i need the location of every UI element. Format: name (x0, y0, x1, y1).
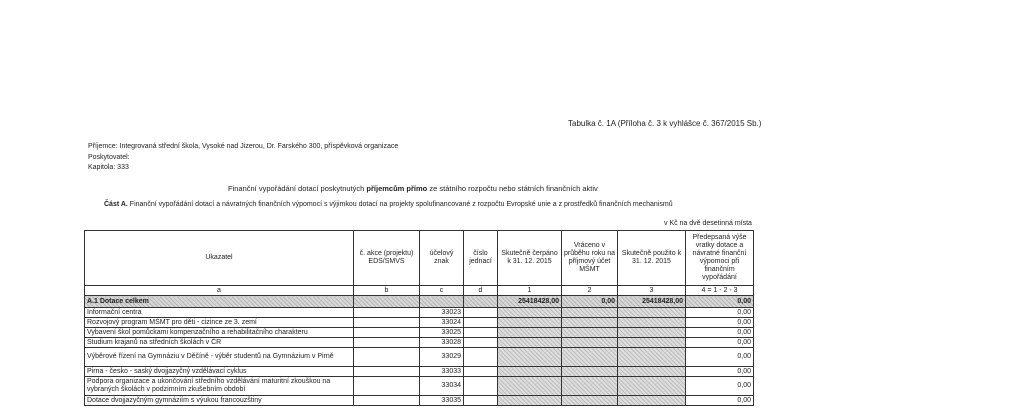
row-code: 33034 (420, 377, 464, 396)
document-heading (228, 184, 598, 193)
row-action (354, 338, 420, 348)
row-used (618, 377, 686, 396)
row-code: 33033 (420, 367, 464, 377)
row-ref (464, 308, 498, 318)
row-code: 33023 (420, 308, 464, 318)
heading-bold: příjemcům přímo (366, 184, 428, 193)
table-row (85, 396, 754, 406)
letter-2: 2 (562, 286, 618, 296)
header-used: Skutečně použito k 31. 12. 2015 (618, 231, 686, 286)
units-note: v Kč na dvě desetinná místa (664, 220, 752, 227)
row-used (618, 396, 686, 406)
table-reference: Tabulka č. 1A (Příloha č. 3 k vyhlášce č. 367/2015 Sb.) (568, 119, 762, 128)
row-used (618, 328, 686, 338)
row-refund: 0,00 (686, 396, 754, 406)
row-code: 33028 (420, 338, 464, 348)
table-row (85, 348, 754, 367)
row-used (618, 338, 686, 348)
heading-pre: Finanční vypořádání dotací poskytnutých (228, 184, 367, 193)
total-drawn: 25418428,00 (498, 296, 562, 308)
table-row (85, 377, 754, 396)
table-row (85, 328, 754, 338)
part-label: Část A. (104, 201, 128, 208)
row-action (354, 308, 420, 318)
column-letter-row (85, 286, 754, 296)
row-drawn (498, 377, 562, 396)
total-empty-c (420, 296, 464, 308)
total-refund: 0,00 (686, 296, 754, 308)
row-returned (562, 318, 618, 328)
row-drawn (498, 367, 562, 377)
letter-c: c (420, 286, 464, 296)
row-used (618, 308, 686, 318)
header-row (85, 231, 754, 286)
row-label: Výběrové řízení na Gymnáziu v Děčíně - výběr studentů na Gymnázium v Pirně (85, 348, 354, 367)
letter-b: b (354, 286, 420, 296)
letter-4: 4 = 1 - 2 - 3 (686, 286, 754, 296)
table-row (85, 318, 754, 328)
row-label: Dotace dvojjazyčným gymnáziím s výukou francouzštiny (85, 396, 354, 406)
total-used: 25418428,00 (618, 296, 686, 308)
header-indicator: Ukazatel (85, 231, 354, 286)
row-refund: 0,00 (686, 348, 754, 367)
row-label: Podpora organizace a ukončování středního vzdělávání maturitní zkouškou na vybraných školách v podzimním zkušebním období (85, 377, 354, 396)
total-label: A.1 Dotace celkem (85, 296, 354, 308)
settlement-table (84, 230, 754, 406)
row-drawn (498, 396, 562, 406)
header-returned: Vráceno v průběhu roku na příjmový účet MŠMT (562, 231, 618, 286)
header-refund: Předepsaná výše vratky dotace a návratné finanční výpomoci při finančním vypořádání (686, 231, 754, 286)
table-row (85, 338, 754, 348)
row-returned (562, 396, 618, 406)
row-label: Vybavení škol pomůckami kompenzačního a rehabilitačního charakteru (85, 328, 354, 338)
row-ref (464, 348, 498, 367)
row-drawn (498, 338, 562, 348)
row-drawn (498, 348, 562, 367)
row-drawn (498, 328, 562, 338)
part-text: Finanční vypořádání dotací a návratných finančních výpomocí s výjimkou dotací na projekty spolufinancované z rozpočtu Evropské unie a z prostředků finančních mechanismů (127, 201, 673, 208)
row-code: 33024 (420, 318, 464, 328)
row-refund: 0,00 (686, 377, 754, 396)
header-drawn: Skutečně čerpáno k 31. 12. 2015 (498, 231, 562, 286)
row-returned (562, 348, 618, 367)
row-returned (562, 367, 618, 377)
letter-a: a (85, 286, 354, 296)
row-action (354, 328, 420, 338)
letter-3: 3 (618, 286, 686, 296)
row-returned (562, 308, 618, 318)
row-ref (464, 318, 498, 328)
table-row (85, 367, 754, 377)
row-ref (464, 328, 498, 338)
row-returned (562, 377, 618, 396)
row-used (618, 367, 686, 377)
row-ref (464, 396, 498, 406)
header-purpose-code: účelový znak (420, 231, 464, 286)
total-empty-b (354, 296, 420, 308)
row-returned (562, 338, 618, 348)
chapter-line: Kapitola: 333 (88, 164, 129, 171)
row-drawn (498, 318, 562, 328)
row-ref (464, 367, 498, 377)
row-code: 33025 (420, 328, 464, 338)
row-label: Informační centra (85, 308, 354, 318)
row-used (618, 348, 686, 367)
row-ref (464, 338, 498, 348)
row-action (354, 318, 420, 328)
heading-post: ze státního rozpočtu nebo státních finančních aktiv (427, 184, 598, 193)
total-row (85, 296, 754, 308)
row-refund: 0,00 (686, 338, 754, 348)
row-label: Studium krajanů na středních školách v ČR (85, 338, 354, 348)
row-refund: 0,00 (686, 308, 754, 318)
row-code: 33035 (420, 396, 464, 406)
total-returned: 0,00 (562, 296, 618, 308)
row-refund: 0,00 (686, 328, 754, 338)
table-row (85, 308, 754, 318)
row-ref (464, 377, 498, 396)
recipient-line: Příjemce: Integrovaná střední škola, Vysoké nad Jizerou, Dr. Farského 300, příspěvková organizace (88, 143, 399, 150)
row-action (354, 367, 420, 377)
row-used (618, 318, 686, 328)
row-returned (562, 328, 618, 338)
part-a-title (104, 201, 673, 208)
total-empty-d (464, 296, 498, 308)
row-refund: 0,00 (686, 367, 754, 377)
row-refund: 0,00 (686, 318, 754, 328)
row-code: 33029 (420, 348, 464, 367)
letter-1: 1 (498, 286, 562, 296)
row-label: Rozvojový program MŠMT pro děti - cizince ze 3. zemí (85, 318, 354, 328)
row-action (354, 396, 420, 406)
row-action (354, 377, 420, 396)
header-action-number: č. akce (projektu) EDS/SMVS (354, 231, 420, 286)
provider-line: Poskytovatel: (88, 154, 130, 161)
row-drawn (498, 308, 562, 318)
header-reference-number: číslo jednací (464, 231, 498, 286)
row-action (354, 348, 420, 367)
row-label: Pirna - česko - saský dvojjazyčný vzdělávací cyklus (85, 367, 354, 377)
letter-d: d (464, 286, 498, 296)
